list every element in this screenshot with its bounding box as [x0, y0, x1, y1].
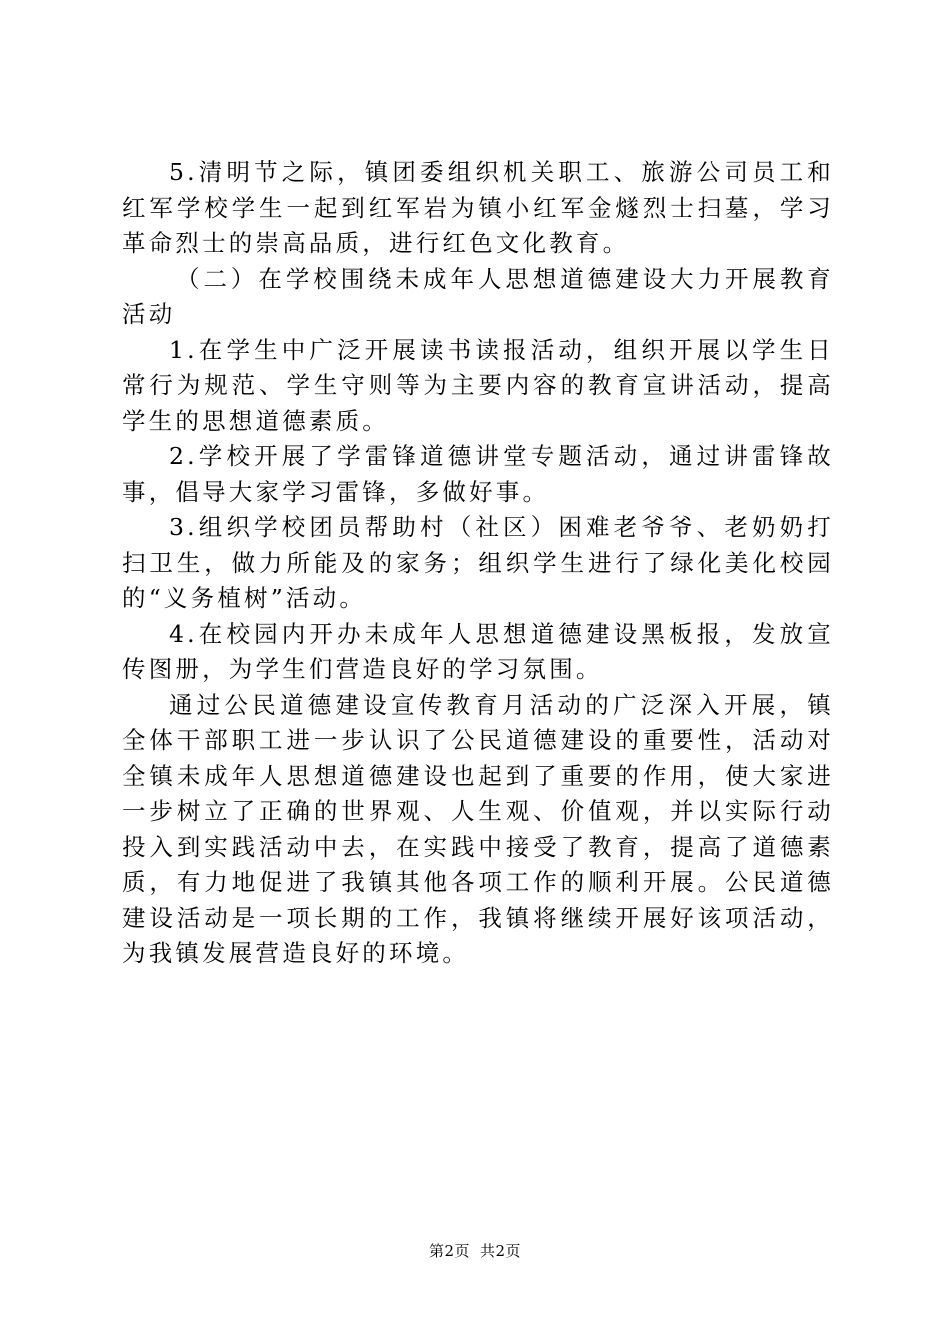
document-body	[122, 155, 834, 972]
page-number-total: 共2页	[480, 1242, 522, 1260]
paragraph-item-1-reading: 1.在学生中广泛开展读书读报活动，组织开展以学生日常行为规范、学生守则等为主要内容的教育宣讲活动，提高学生的思想道德素质。	[122, 335, 834, 435]
page-footer	[0, 1240, 950, 1261]
paragraph-item-2-leifeng: 2.学校开展了学雷锋道德讲堂专题活动，通过讲雷锋故事，倡导大家学习雷锋，多做好事。	[122, 442, 834, 506]
paragraph-item-4-blackboard: 4.在校园内开办未成年人思想道德建设黑板报，发放宣传图册，为学生们营造良好的学习氛围。	[122, 619, 834, 683]
page-number-current: 第2页	[428, 1242, 470, 1260]
section-heading-school-education: （二）在学校围绕未成年人思想道德建设大力开展教育活动	[122, 264, 834, 328]
paragraph-item-3-volunteer: 3.组织学校团员帮助村（社区）困难老爷爷、老奶奶打扫卫生，做力所能及的家务；组织学生进行了绿化美化校园的“义务植树”活动。	[122, 513, 834, 612]
paragraph-conclusion: 通过公民道德建设宣传教育月活动的广泛深入开展，镇全体干部职工进一步认识了公民道德建设的重要性，活动对全镇未成年人思想道德建设也起到了重要的作用，使大家进一步树立了正确的世界观、人生观、价值观，并以实际行动投入到实践活动中去，在实践中接受了教育，提高了道德素质，有力地促进了我镇其他各项工作的顺利开展。公民道德建设活动是一项长期的工作，我镇将继续开展好该项活动，为我镇发展营造良好的环境。	[122, 690, 834, 967]
paragraph-item-5-memorial: 5.清明节之际，镇团委组织机关职工、旅游公司员工和红军学校学生一起到红军岩为镇小红军金燧烈士扫墓，学习革命烈士的崇高品质，进行红色文化教育。	[122, 158, 834, 257]
